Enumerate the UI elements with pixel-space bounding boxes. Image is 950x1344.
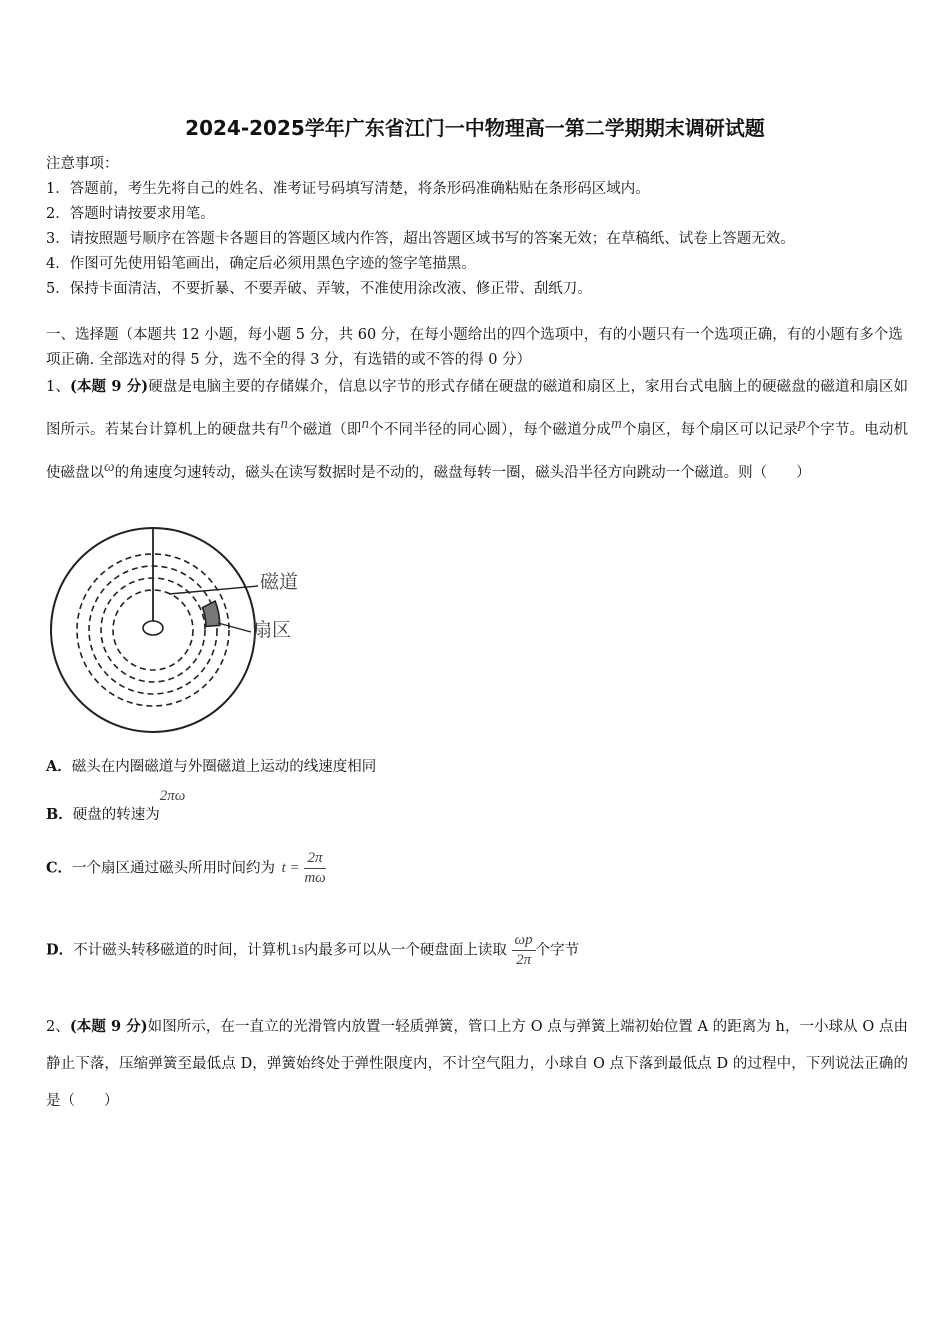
notice-item-4: 4．作图可先使用铅笔画出，确定后必须用黑色字迹的签字笔描黑。 <box>46 256 476 272</box>
q1-text-5: 个字节。电动机使磁盘以 <box>46 422 909 481</box>
track-label: 磁道 <box>260 571 299 593</box>
q1-var-omega: ω <box>104 459 115 475</box>
disk-spindle <box>143 621 163 635</box>
section-heading: 一、选择题（本题共 12 小题，每小题 5 分，共 60 分，在每小题给出的四个选项中，有的小题只有一个选项正确，有的小题有多个选项正确. 全部选对的得 5 分，选不全的得 3 分，有选错的或不答的得 0 分） <box>46 327 903 368</box>
option-c-denominator: mω <box>304 870 326 886</box>
option-b-text: 硬盘的转速为 <box>72 807 160 823</box>
option-d-letter: D． <box>46 941 74 959</box>
q1-text-3: 个不同半径的同心圆），每个磁道分成 <box>368 422 612 438</box>
q2-text: 如图所示，在一直立的光滑管内放置一轻质弹簧，管口上方 O 点与弹簧上端初始位置 A 的距离为 h，一小球从 O 点由静止下落，压缩弹簧至最低点 D，弹簧始终处于弹性限度内，不计空气阻力，小球自 O 点下落到最低点 D 的过程中，下列说法正确的是（ ） <box>46 1019 908 1109</box>
notice-item-1: 1．答题前，考生先将自己的姓名、准考证号码填写清楚，将条形码准确粘贴在条形码区域内。 <box>46 181 650 197</box>
option-c-numerator: 2π <box>304 850 325 869</box>
q1-option-c[interactable] <box>46 850 326 887</box>
q1-text-1: 硬盘是电脑主要的存储媒介，信息以字节的形式存储在硬盘的磁道和扇区上，家用台式电脑上的硬磁盘的磁道和扇区如图所示。若某台计算机上的硬盘共有 <box>46 379 909 438</box>
question-2-stem <box>46 1008 908 1120</box>
hard-disk-figure <box>48 524 318 734</box>
q1-option-a[interactable] <box>46 755 376 776</box>
option-d-text-2: 内最多可以从一个硬盘面上读取 <box>303 942 507 959</box>
q2-score: (本题 9 分) <box>69 1018 148 1035</box>
option-c-letter: C． <box>46 859 73 877</box>
q1-text-4: 个扇区，每个扇区可以记录 <box>621 422 798 438</box>
q1-option-b[interactable] <box>46 788 185 824</box>
option-d-unit: 1s <box>290 942 304 958</box>
notice-heading: 注意事项： <box>46 156 119 172</box>
notice-item-3: 3．请按照题号顺序在答题卡各题目的答题区域内作答，超出答题区域书写的答案无效；在草稿纸、试卷上答题无效。 <box>46 231 795 247</box>
option-a-letter: A． <box>46 758 72 775</box>
q1-var-p: p <box>797 416 806 432</box>
q1-score: (本题 9 分) <box>69 378 149 395</box>
option-b-letter: B． <box>46 806 73 823</box>
option-d-text-3: 个字节 <box>535 942 580 959</box>
q1-text-2: 个磁道（即 <box>288 422 362 438</box>
option-d-fraction <box>512 932 536 969</box>
q1-var-m: m <box>611 416 622 432</box>
q1-var-n: n <box>280 416 289 432</box>
notice-item-5: 5．保持卡面清洁，不要折暴、不要弄破、弄皱，不准使用涂改液、修正带、刮纸刀。 <box>46 281 592 297</box>
option-d-text-1: 不计磁头转移磁道的时间，计算机 <box>73 942 291 959</box>
option-b-formula: 2πω <box>159 788 186 804</box>
q2-number: 2、 <box>46 1019 70 1035</box>
option-d-denominator: 2π <box>516 952 532 968</box>
sector-leader-line <box>218 623 251 632</box>
exam-title: 2024-2025学年广东省江门一中物理高一第二学期期末调研试题 <box>185 116 765 140</box>
option-a-text: 磁头在内圈磁道与外圈磁道上运动的线速度相同 <box>71 759 377 775</box>
q1-text-6: 的角速度匀速转动，磁头在读写数据时是不动的，磁盘每转一圈，磁头沿半径方向跳动一个磁道。则（ ） <box>114 465 811 481</box>
q1-number: 1、 <box>46 379 70 395</box>
sector-shape <box>203 601 220 626</box>
notice-item-2: 2．答题时请按要求用笔。 <box>46 206 215 222</box>
option-c-fraction <box>304 850 325 887</box>
question-1-stem <box>46 368 908 492</box>
option-c-text: 一个扇区通过磁头所用时间约为 <box>72 860 276 877</box>
q1-var-n-2: n <box>361 416 369 432</box>
q1-option-d[interactable] <box>46 932 579 969</box>
sector-label: 扇区 <box>253 619 292 641</box>
option-c-lhs: t = <box>281 860 300 876</box>
option-d-numerator: ωp <box>512 932 536 951</box>
